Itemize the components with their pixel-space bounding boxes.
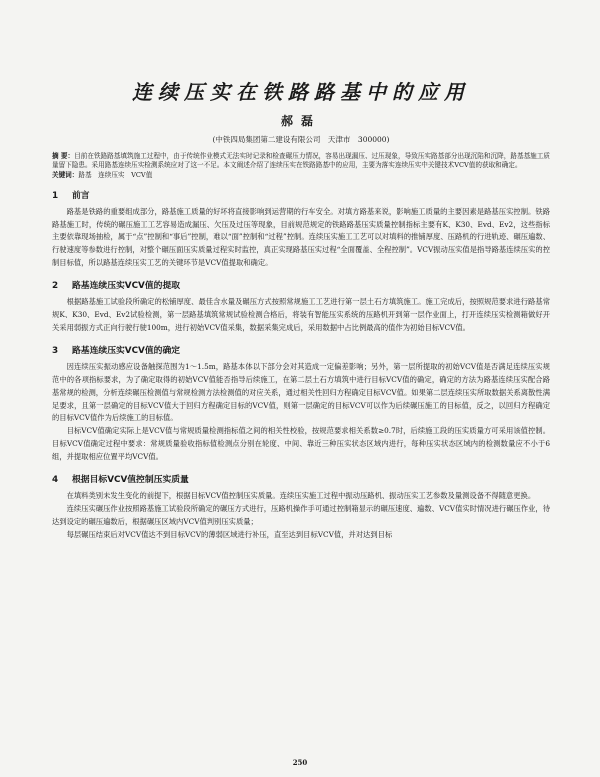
section-heading [52,472,550,485]
author-name: 郝磊 [280,114,321,128]
paper-title: 连续压实在铁路路基中的应用 [132,80,470,104]
paragraph: 目标VCV值确定实际上是VCV值与常规质量检测指标值之间的相关性校验，按规范要求相关系数≥0.7时，后续施工段的压实质量方可采用该值控制。目标VCV值确定过程中要求：常规质量验收指标值检测点分别在轮度、中间、靠近三种压实状态区域内进行，每种压实状态区域内的检测数量应不小于6组，并提取相应位置平均VCV值。 [52,426,550,462]
section-number: 1 [52,190,59,201]
page-number: 250 [292,758,308,767]
abstract [52,152,550,171]
section-heading [52,188,550,201]
paragraph: 连续压实碾压作业按照路基施工试验段所确定的碾压方式进行，压路机操作手可通过控制箱显示的碾压速度、遍数、VCV值实时情况进行碾压作业，待达到设定的碾压遍数后，根据碾压区域内VCV值判别压实质量； [52,504,550,526]
abstract-text: 目前在铁路路基填筑施工过程中，由于传统作业模式无法实时记录和检查碾压力情况，容易出现漏压、过压现象，导致压实路基部分出现沉陷和沉降，路基基施工质量留下隐患。采用路基连续压实检测系统应对了这一不足。本文阐述介绍了连续压实在铁路路基中的应用，主要为落实连续压实中关键技术VCV值的获取和确定。 [52,152,550,170]
section-title: 根据目标VCV值控制压实质量 [72,475,189,486]
abstract-label: 摘 要： [52,152,75,160]
keywords-label: 关键词： [52,170,79,179]
section-title: 前言 [72,190,90,201]
keywords-text: 路基 连续压实 VCV值 [78,170,153,179]
paragraph: 路基是铁路的重要组成部分，路基施工质量的好坏将直接影响到运营期的行车安全。对填方路基来说，影响施工质量的主要因素是路基压实控制。铁路路基施工时，传统的碾压施工工艺容易造成漏压、欠压及过压等现象，目前规范规定的铁路路基压实质量控制指标主要有K、K30、Evd、Ev2，这些指标主要依靠现场抽检，属于“点”控制和“事后”控制，难以“面”控制和“过程”控制。连续压实施工工艺可以对填料的推铺厚度、压路机的行进轨迹、碾压遍数、行驶速度等参数进行控制，对整个碾压面压实质量过程实时监控，真正实现路基压实过程“全面覆盖、全程控制”。VCV振动压实值是指导路基连续压实的控制目标值，所以路基连续压实工艺的关键环节是VCV值提取和确定。 [52,206,551,268]
paragraph: 根据路基施工试验段所确定的松铺厚度、最佳含水量及碾压方式按照常规施工工艺进行第一层土石方填筑施工。施工完成后，按照规范要求进行路基常规K、K30、Evd、Ev2试验检测，第一层路基填筑常规试验检测合格后，将装有智能压实系统的压路机开到第一层作业面上，打开连续压实检测箱做好开关采用弱振方式正向行驶行驶100m，进行初始VCV值采集，数据采集完成后，采用数据中占比例最高的值作为初始目标VCV值。 [52,297,550,332]
section-number: 3 [52,345,59,356]
section-number: 2 [52,281,59,292]
paragraph: 因连续压实振动感应设备触探范围为1～1.5m，路基本体以下部分会对其造成一定偏差影响；另外，第一层所提取的初始VCV值是否满足连续压实规范中的各项指标要求，为了确定取得的初始VCV值能否指导后续施工，在第二层土石方填筑中进行目标VCV值的确定，确定的方法为路基连续压实配合路基常规的检测，分析连续碾压检测值与常规检测方法检测值的对应关系，通过相关性回归方程确定目标VCV值。如果第二层连续压实所取数据关系离散性满足要求，且第一层确定的目标VCV值大于回归方程确定目标的VCV值，则第一层确定的目标VCV可以作为后续碾压施工的目标值，反之，以回归方程确定的目标VCV值作为后续施工的目标值。 [52,361,550,423]
section-title: 路基连续压实VCV值的确定 [72,345,181,356]
section-number: 4 [52,475,59,486]
keywords [52,171,550,180]
section-heading [52,343,550,356]
paragraph: 在填料类别未发生变化的前提下，根据目标VCV值控制压实质量。连续压实施工过程中振动压路机、振动压实工艺参数及量测设备不得随意更换。 [66,491,536,501]
paragraph: 每层碾压结束后对VCV值达不到目标VCV的薄弱区域进行补压，直至达到目标VCV值，并对达到目标 [66,529,393,539]
section-title: 路基连续压实VCV值的提取 [72,281,181,292]
section-heading [52,278,550,291]
author-affiliation: (中铁四局集团第二建设有限公司 天津市 300000) [212,135,390,144]
